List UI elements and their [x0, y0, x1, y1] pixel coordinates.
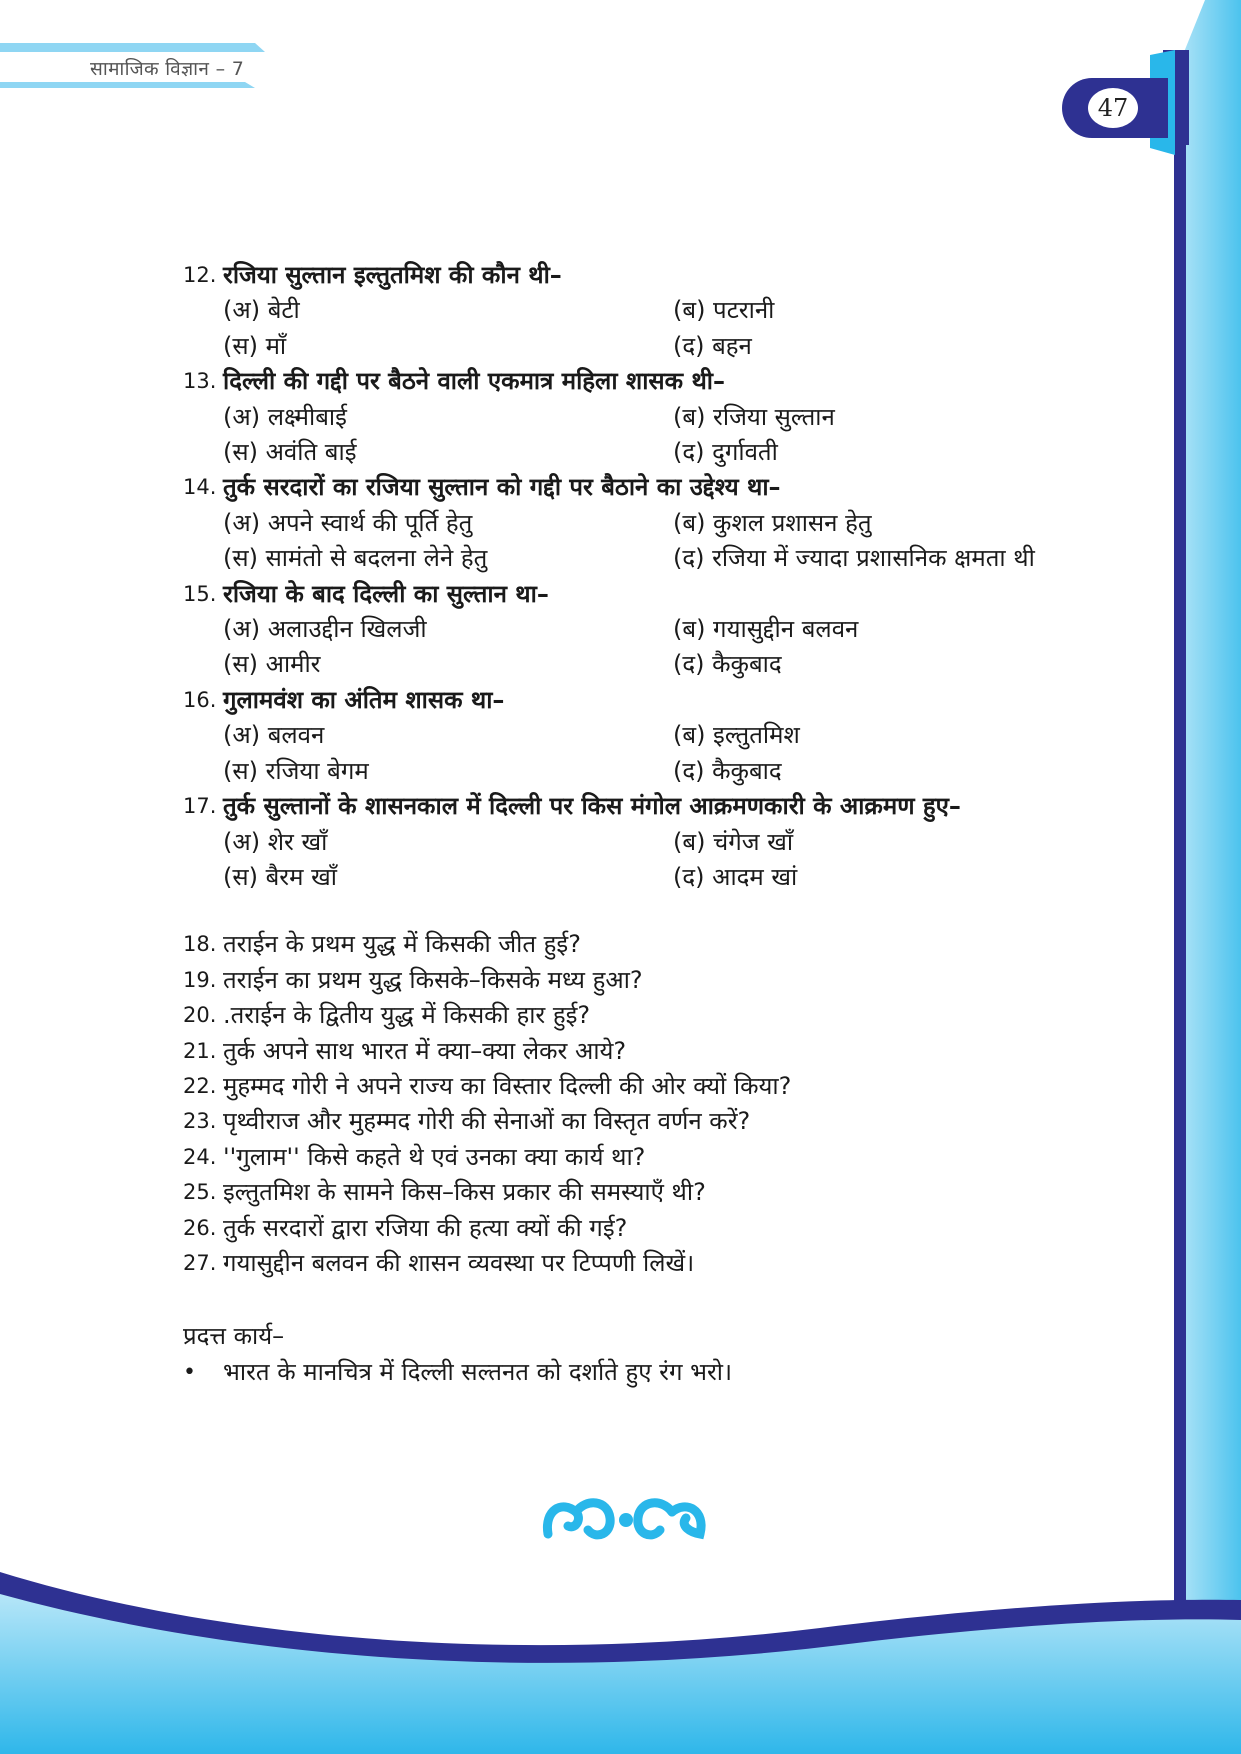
short-questions-list — [183, 927, 1123, 1281]
list-item — [183, 963, 1123, 998]
option-b: (ब) चंगेज खाँ — [673, 827, 794, 856]
question-text: दिल्ली की गद्दी पर बैठने वाली एकमात्र महिला शासक थी– — [223, 367, 725, 396]
option-b: (ब) कुशल प्रशासन हेतु — [673, 508, 872, 537]
question-number: 26. — [183, 1215, 217, 1240]
question-text: पृथ्वीराज और मुहम्मद गोरी की सेनाओं का विस्तृत वर्णन करें? — [223, 1107, 751, 1136]
question-text: तुर्क सरदारों द्वारा रजिया की हत्या क्यों की गई? — [223, 1213, 628, 1242]
question-number: 12. — [183, 263, 217, 287]
option-b: (ब) पटरानी — [673, 296, 775, 325]
question-number: 14. — [183, 475, 217, 500]
list-item — [183, 1175, 1123, 1210]
question-number: 21. — [183, 1038, 217, 1063]
assignment-section — [183, 1319, 1123, 1390]
option-d: (द) बहन — [673, 331, 752, 360]
spacer — [183, 895, 1123, 927]
list-item — [183, 1104, 1123, 1139]
question-text: तुर्क सुल्तानों के शासनकाल में दिल्ली पर किस मंगोल आक्रमणकारी के आक्रमण हुए– — [223, 792, 961, 821]
page-number: 47 — [1097, 94, 1129, 122]
list-item — [183, 1034, 1123, 1069]
question-text: मुहम्मद गोरी ने अपने राज्य का विस्तार दिल्ली की ओर क्यों किया? — [223, 1071, 792, 1100]
question-number: 19. — [183, 967, 217, 992]
bullet-icon: • — [183, 1359, 196, 1385]
subject-header: सामाजिक विज्ञान – 7 — [90, 58, 245, 80]
option-c: (स) बैरम खाँ — [223, 862, 337, 891]
question-number: 22. — [183, 1073, 217, 1098]
option-d: (द) रजिया में ज्यादा प्रशासनिक क्षमता थी — [673, 544, 1035, 573]
option-c: (स) सामंतो से बदलना लेने हेतु — [223, 544, 488, 573]
mcq-item — [183, 577, 1123, 683]
option-d: (द) दुर्गावती — [673, 438, 778, 467]
mcq-item — [183, 683, 1123, 789]
list-item — [183, 1246, 1123, 1281]
option-a: (अ) अपने स्वार्थ की पूर्ति हेतु — [223, 508, 473, 537]
option-a: (अ) बलवन — [223, 721, 325, 750]
option-a: (अ) लक्ष्मीबाई — [223, 402, 347, 431]
mcq-item — [183, 258, 1123, 364]
question-number: 15. — [183, 581, 217, 606]
mcq-item — [183, 789, 1123, 895]
end-of-chapter-ornament-icon — [540, 1488, 730, 1548]
question-text: ''गुलाम'' किसे कहते थे एवं उनका क्या कार्य था? — [223, 1142, 646, 1171]
option-c: (स) आमीर — [223, 650, 321, 679]
question-number: 24. — [183, 1144, 217, 1169]
assignment-title: प्रदत्त कार्य– — [183, 1322, 285, 1351]
question-number: 20. — [183, 1003, 217, 1028]
assignment-text: भारत के मानचित्र में दिल्ली सल्तनत को दर्शाते हुए रंग भरो। — [223, 1357, 733, 1386]
option-d: (द) आदम खां — [673, 862, 798, 891]
list-item — [183, 1211, 1123, 1246]
question-text: तराईन का प्रथम युद्ध किसके–किसके मध्य हुआ? — [223, 965, 643, 994]
question-number: 13. — [183, 369, 217, 394]
mcq-item — [183, 364, 1123, 470]
question-number: 16. — [183, 687, 217, 712]
option-c: (स) अवंति बाई — [223, 438, 357, 467]
question-number: 18. — [183, 932, 217, 957]
question-text: गयासुद्दीन बलवन की शासन व्यवस्था पर टिप्पणी लिखें। — [223, 1248, 695, 1277]
option-d: (द) कैकुबाद — [673, 650, 782, 679]
question-text: तराईन के प्रथम युद्ध में किसकी जीत हुई? — [223, 930, 581, 959]
list-item — [183, 1140, 1123, 1175]
page-content — [183, 258, 1123, 1390]
question-number: 23. — [183, 1109, 217, 1134]
option-a: (अ) शेर खाँ — [223, 827, 328, 856]
list-item — [183, 998, 1123, 1033]
option-b: (ब) गयासुद्दीन बलवन — [673, 615, 859, 644]
question-text: गुलामवंश का अंतिम शासक था– — [223, 685, 505, 714]
question-text: तुर्क सरदारों का रजिया सुल्तान को गद्दी पर बैठाने का उद्देश्य था– — [223, 473, 781, 502]
right-sidebar — [1150, 0, 1241, 1602]
option-a: (अ) अलाउद्दीन खिलजी — [223, 615, 427, 644]
question-text: इल्तुतमिश के सामने किस–किस प्रकार की समस्याएँ थी? — [223, 1178, 706, 1207]
question-text: रजिया सुल्तान इल्तुतमिश की कौन थी– — [223, 261, 562, 289]
question-number: 25. — [183, 1180, 217, 1205]
list-item — [183, 927, 1123, 962]
bottom-waves — [0, 1572, 1241, 1754]
option-a: (अ) बेटी — [223, 296, 300, 325]
option-b: (ब) रजिया सुल्तान — [673, 402, 835, 431]
option-c: (स) रजिया बेगम — [223, 756, 369, 785]
option-b: (ब) इल्तुतमिश — [673, 721, 800, 750]
option-d: (द) कैकुबाद — [673, 756, 782, 785]
list-item — [183, 1069, 1123, 1104]
question-number: 17. — [183, 794, 217, 819]
question-number: 27. — [183, 1250, 217, 1275]
question-text: .तराईन के द्वितीय युद्ध में किसकी हार हुई? — [223, 1001, 591, 1030]
question-text: रजिया के बाद दिल्ली का सुल्तान था– — [223, 579, 549, 608]
mcq-item — [183, 470, 1123, 576]
option-c: (स) माँ — [223, 331, 287, 360]
spacer — [183, 1281, 1123, 1319]
question-text: तुर्क अपने साथ भारत में क्या–क्या लेकर आये? — [223, 1036, 627, 1065]
